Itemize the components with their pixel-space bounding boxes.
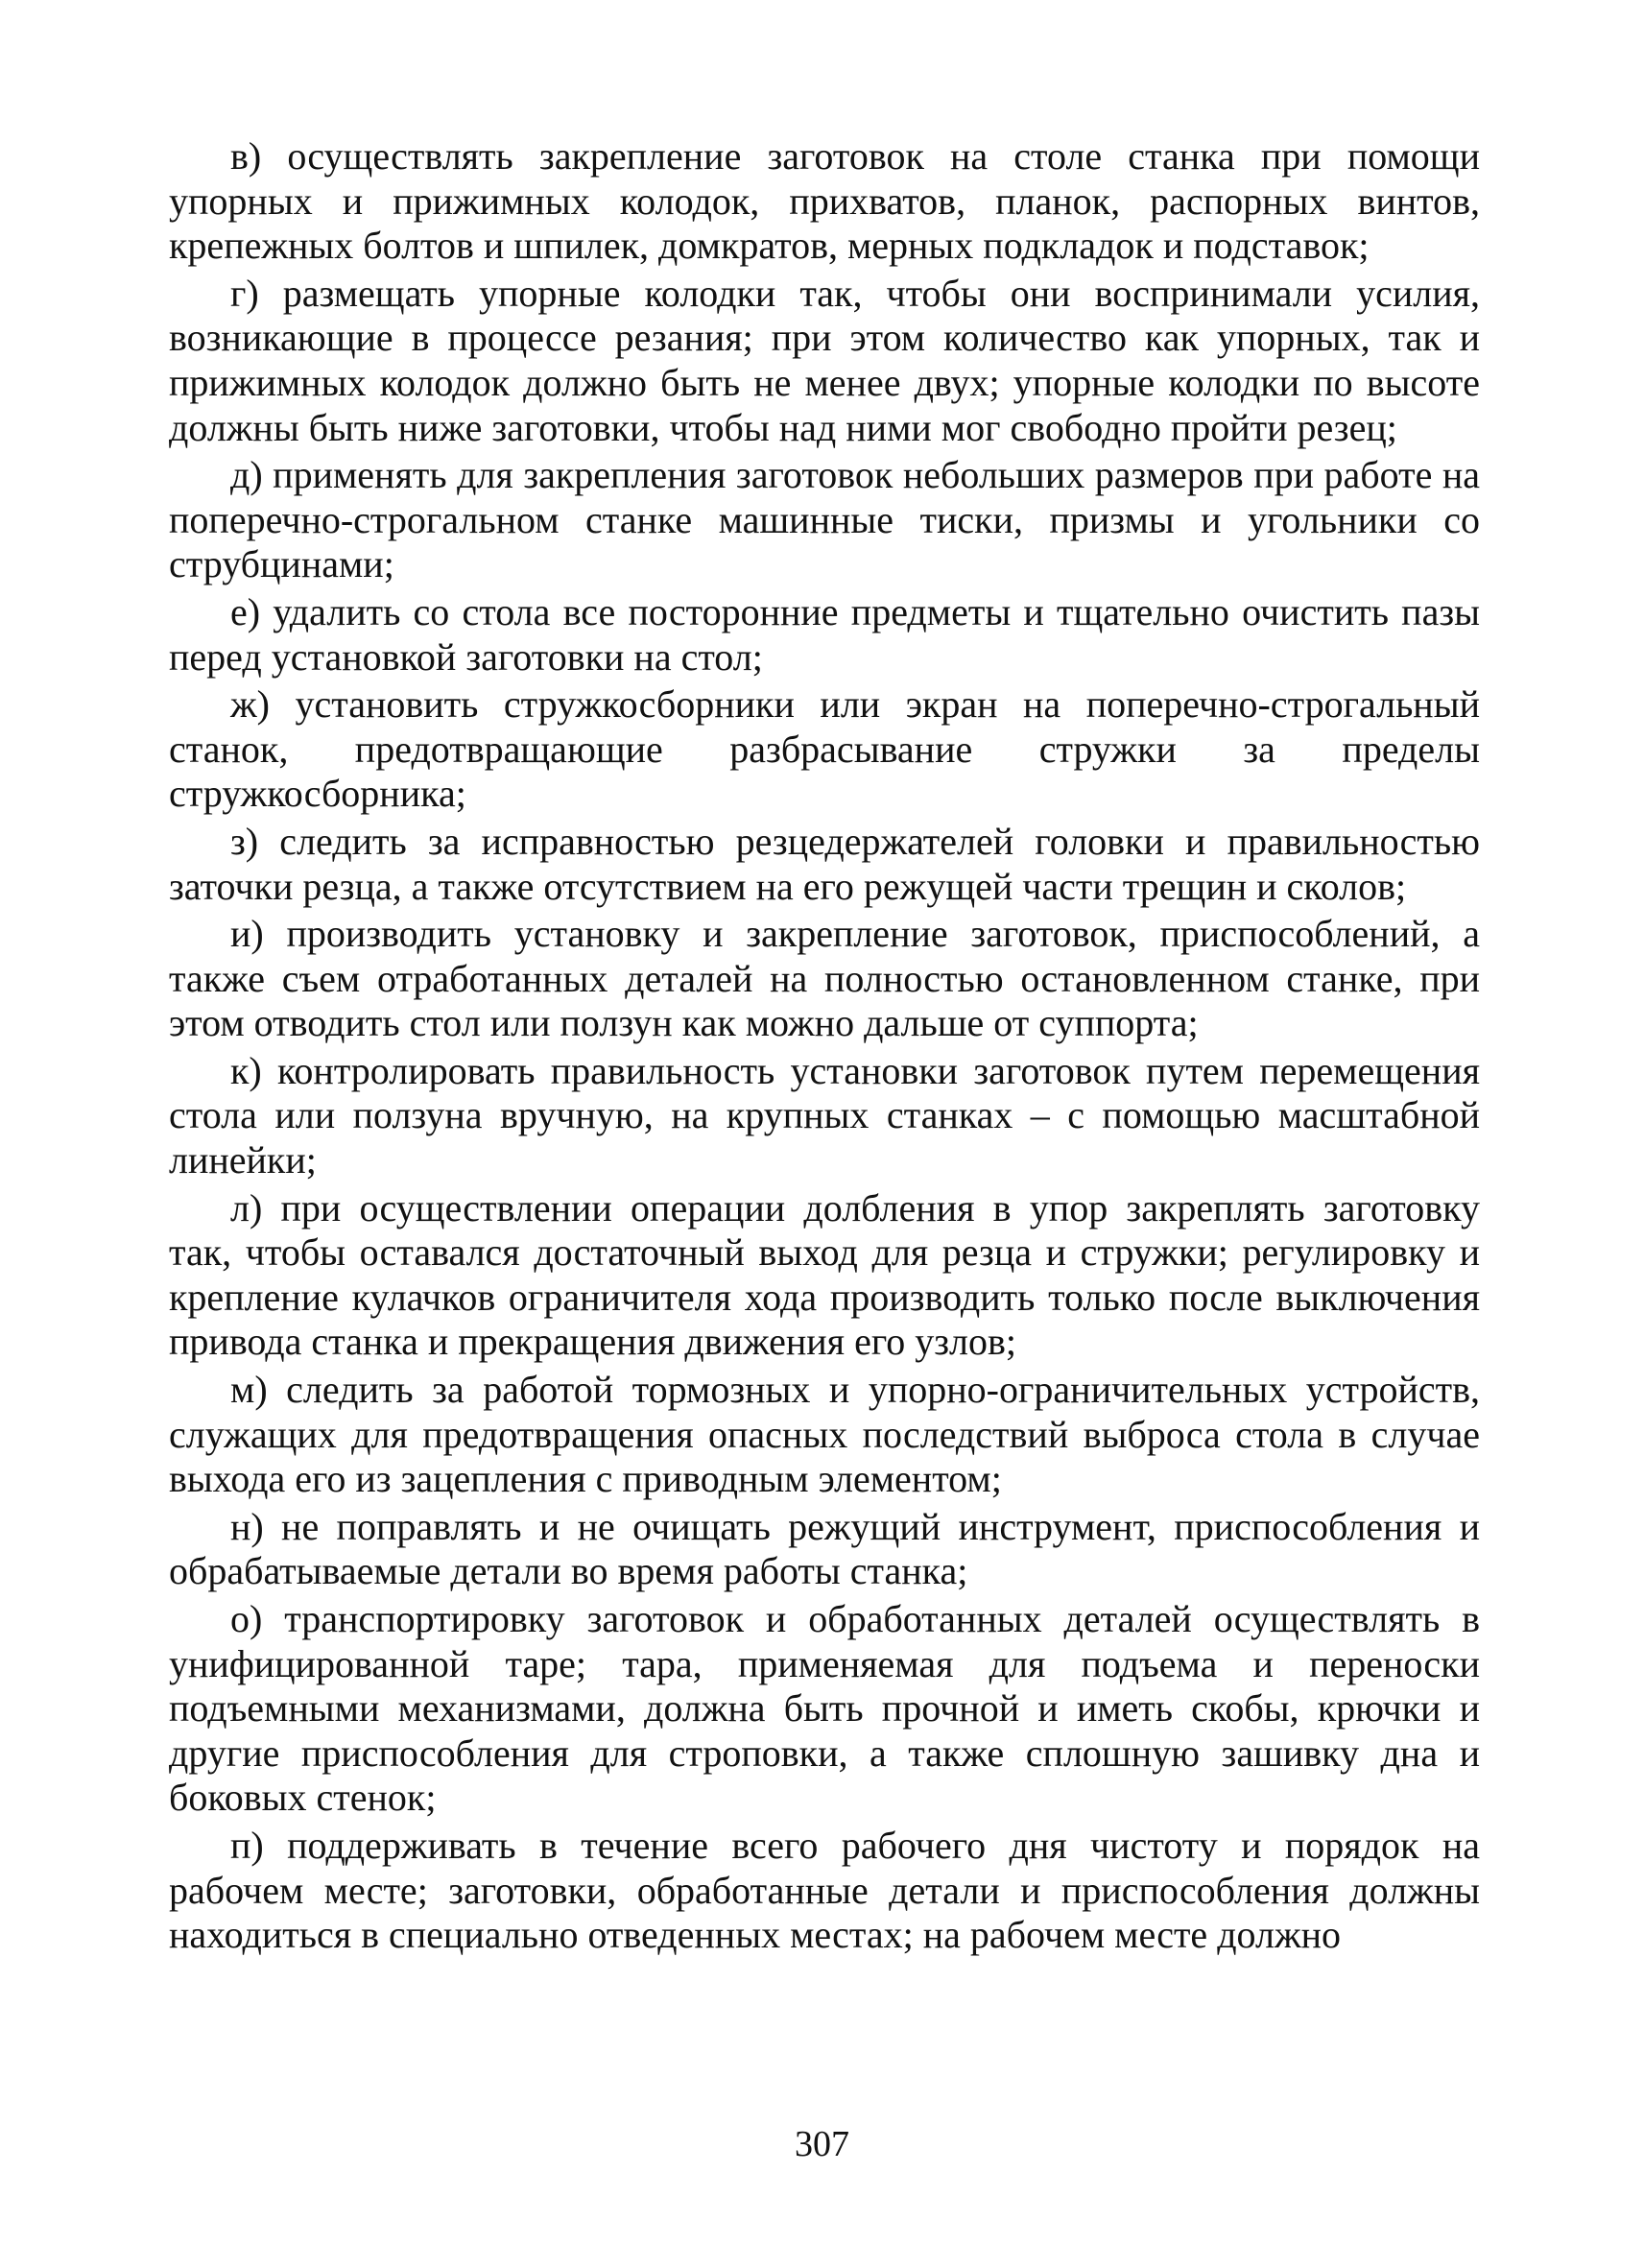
paragraph-l: л) при осуществлении операции долбления в упор закреплять заготовку так, чтобы оставался достаточный выход для резца и стружки; регулировку и крепление кулачков ограничителя хода производить только после выключения привода станка и прекращения движения его узлов; [169,1185,1480,1364]
paragraph-zh: ж) установить стружкосборники или экран на поперечно-строгальный станок, предотвращающие разбрасывание стружки за пределы стружкосборника; [169,682,1480,816]
paragraph-k: к) контролировать правильность установки заготовок путем перемещения стола или ползуна вручную, на крупных станках – с помощью масштабной линейки; [169,1048,1480,1182]
page-number: 307 [795,2124,849,2164]
paragraph-v: в) осуществлять закрепление заготовок на столе станка при помощи упорных и прижимных колодок, прихватов, планок, распорных винтов, крепежных болтов и шпилек, домкратов, мерных подкладок и подставок; [169,134,1480,268]
paragraph-i: и) производить установку и закрепление заготовок, приспособлений, а также съем отработанных деталей на полностью остановленном станке, при этом отводить стол или ползун как можно дальше от суппорта; [169,912,1480,1045]
paragraph-m: м) следить за работой тормозных и упорно-ограничительных устройств, служащих для предотвращения опасных последствий выброса стола в случае выхода его из зацепления с приводным элементом; [169,1368,1480,1501]
paragraph-o: о) транспортировку заготовок и обработанных деталей осуществлять в унифицированной таре; тара, применяемая для подъема и переноски подъемными механизмами, должна быть прочной и иметь скобы, крючки и другие приспособления для строповки, а также сплошную зашивку дна и боковых стенок; [169,1597,1480,1820]
paragraph-z: з) следить за исправностью резцедержателей головки и правильностью заточки резца, а также отсутствием на его режущей части трещин и сколов; [169,819,1480,908]
paragraph-p: п) поддерживать в течение всего рабочего дня чистоту и порядок на рабочем месте; заготовки, обработанные детали и приспособления должны находиться в специально отведенных местах; на рабочем месте должно [169,1823,1480,1957]
paragraph-e: е) удалить со стола все посторонние предметы и тщательно очистить пазы перед установкой заготовки на стол; [169,589,1480,679]
body-text [169,134,1480,1961]
paragraph-d: д) применять для закрепления заготовок небольших размеров при работе на поперечно-строгальном станке машинные тиски, призмы и угольники со струбцинами; [169,453,1480,586]
paragraph-n: н) не поправлять и не очищать режущий инструмент, приспособления и обрабатываемые детали во время работы станка; [169,1504,1480,1593]
paragraph-g: г) размещать упорные колодки так, чтобы они воспринимали усилия, возникающие в процессе резания; при этом количество как упорных, так и прижимных колодок должно быть не менее двух; упорные колодки по высоте должны быть ниже заготовки, чтобы над ними мог свободно пройти резец; [169,271,1480,449]
